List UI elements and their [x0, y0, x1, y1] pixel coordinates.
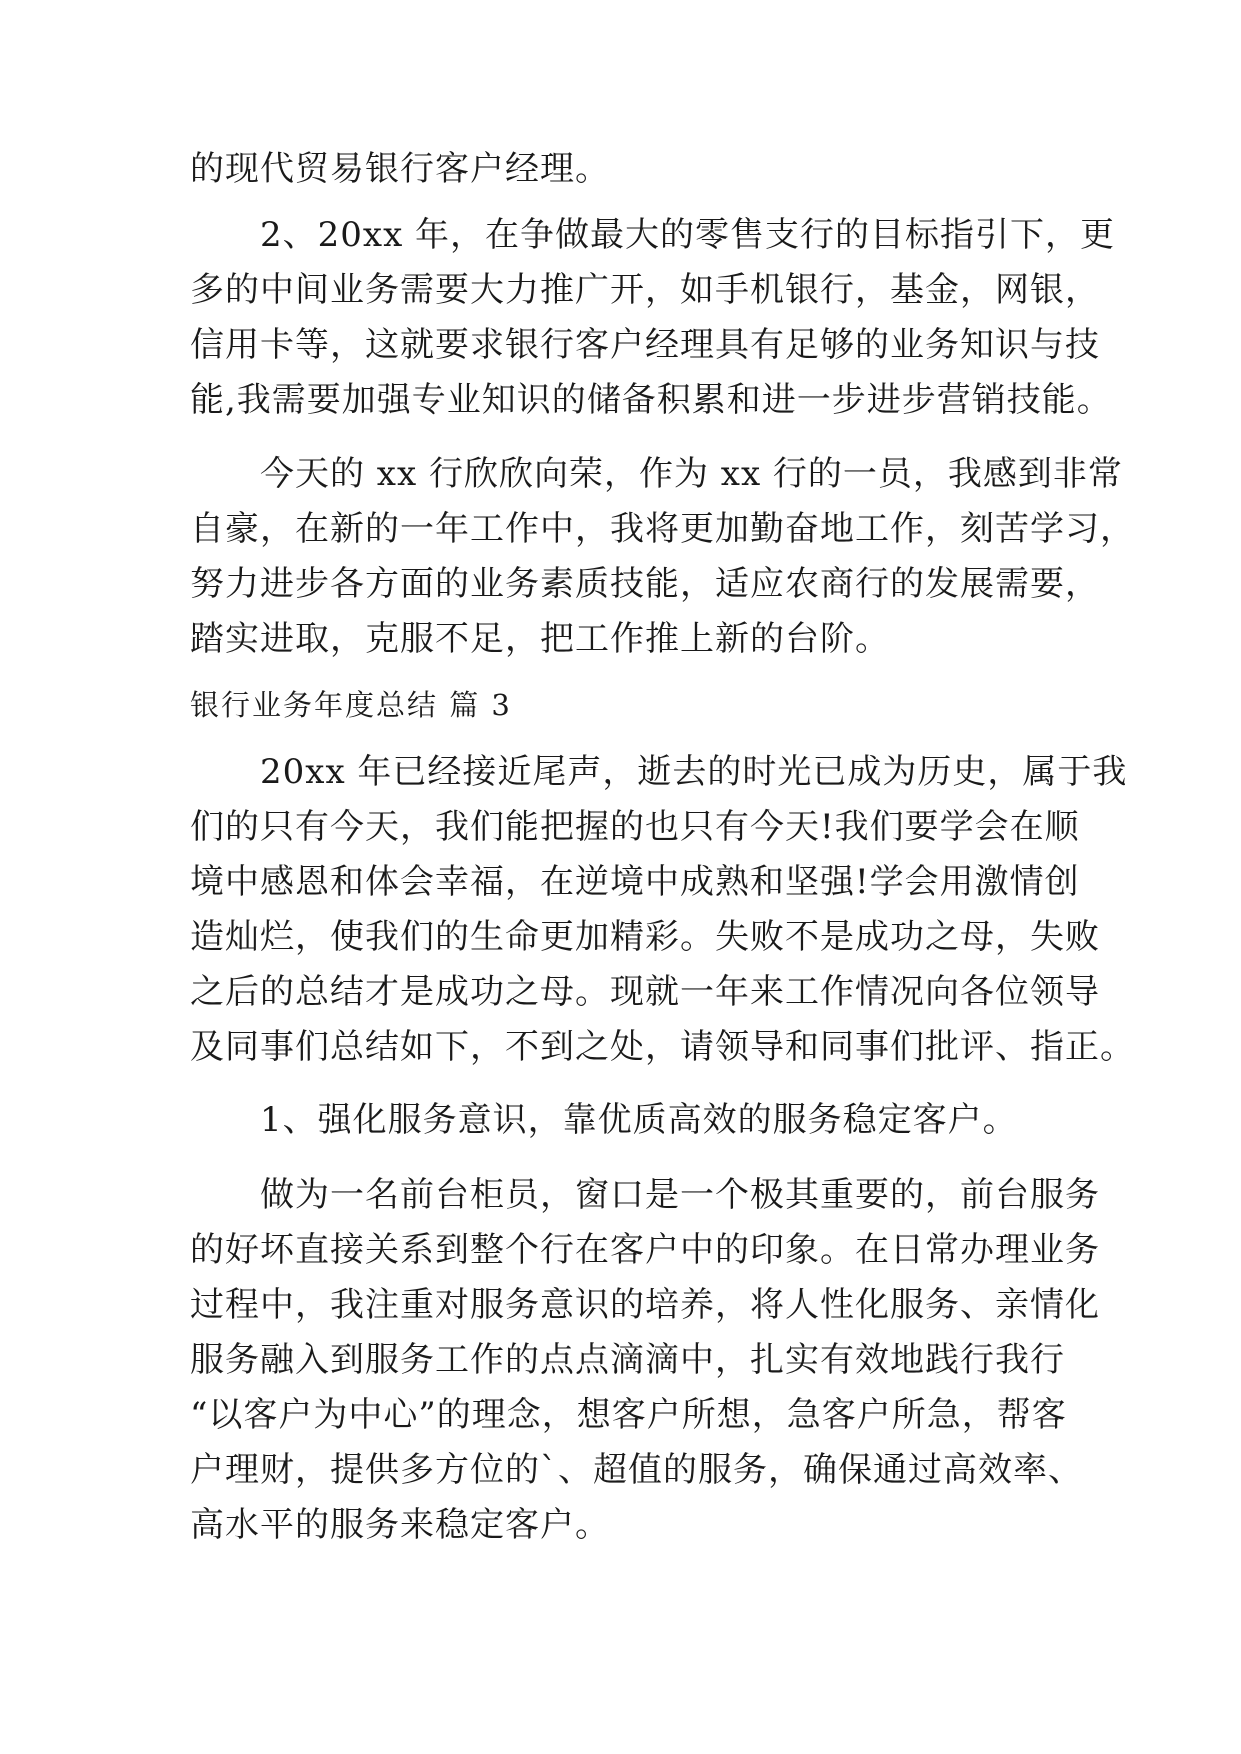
text-line: 之后的总结才是成功之母。现就一年来工作情况向各位领导 — [190, 972, 1100, 1012]
text-line: 高水平的服务来稳定客户。 — [190, 1505, 610, 1545]
text-line: 能,我需要加强专业知识的储备积累和进一步进步营销技能。 — [190, 380, 1112, 420]
text-line: “以客户为中心”的理念，想客户所想，急客户所急，帮客 — [190, 1395, 1067, 1435]
text-line: 20xx 年已经接近尾声，逝去的时光已成为历史，属于我 — [190, 752, 1128, 792]
text-line: 们的只有今天，我们能把握的也只有今天!我们要学会在顺 — [190, 807, 1080, 847]
text-line: 境中感恩和体会幸福，在逆境中成熟和坚强!学会用激情创 — [190, 862, 1080, 902]
text-line: 多的中间业务需要大力推广开，如手机银行，基金，网银， — [190, 270, 1100, 310]
text-line: 过程中，我注重对服务意识的培养，将人性化服务、亲情化 — [190, 1285, 1100, 1325]
text-line: 做为一名前台柜员，窗口是一个极其重要的，前台服务 — [190, 1175, 1100, 1215]
text-line: 今天的 xx 行欣欣向荣，作为 xx 行的一员，我感到非常 — [190, 454, 1123, 494]
text-line: 信用卡等，这就要求银行客户经理具有足够的业务知识与技 — [190, 325, 1100, 365]
text-line: 造灿烂，使我们的生命更加精彩。失败不是成功之母，失败 — [190, 917, 1100, 957]
text-line: 踏实进取，克服不足，把工作推上新的台阶。 — [190, 619, 890, 659]
text-line: 服务融入到服务工作的点点滴滴中，扎实有效地践行我行 — [190, 1340, 1065, 1380]
text-line: 努力进步各方面的业务素质技能，适应农商行的发展需要， — [190, 564, 1100, 604]
text-line: 及同事们总结如下，不到之处，请领导和同事们批评、指正。 — [190, 1027, 1135, 1067]
text-line: 自豪，在新的一年工作中，我将更加勤奋地工作，刻苦学习， — [190, 509, 1135, 549]
text-line: 的好坏直接关系到整个行在客户中的印象。在日常办理业务 — [190, 1230, 1100, 1270]
text-line: 户理财，提供多方位的`、超值的服务，确保通过高效率、 — [190, 1450, 1083, 1490]
text-line: 的现代贸易银行客户经理。 — [190, 149, 610, 189]
section-heading: 银行业务年度总结 篇 3 — [190, 688, 512, 722]
text-line: 2、20xx 年，在争做最大的零售支行的目标指引下，更 — [190, 215, 1116, 255]
text-line: 1、强化服务意识，靠优质高效的服务稳定客户。 — [190, 1100, 1018, 1140]
